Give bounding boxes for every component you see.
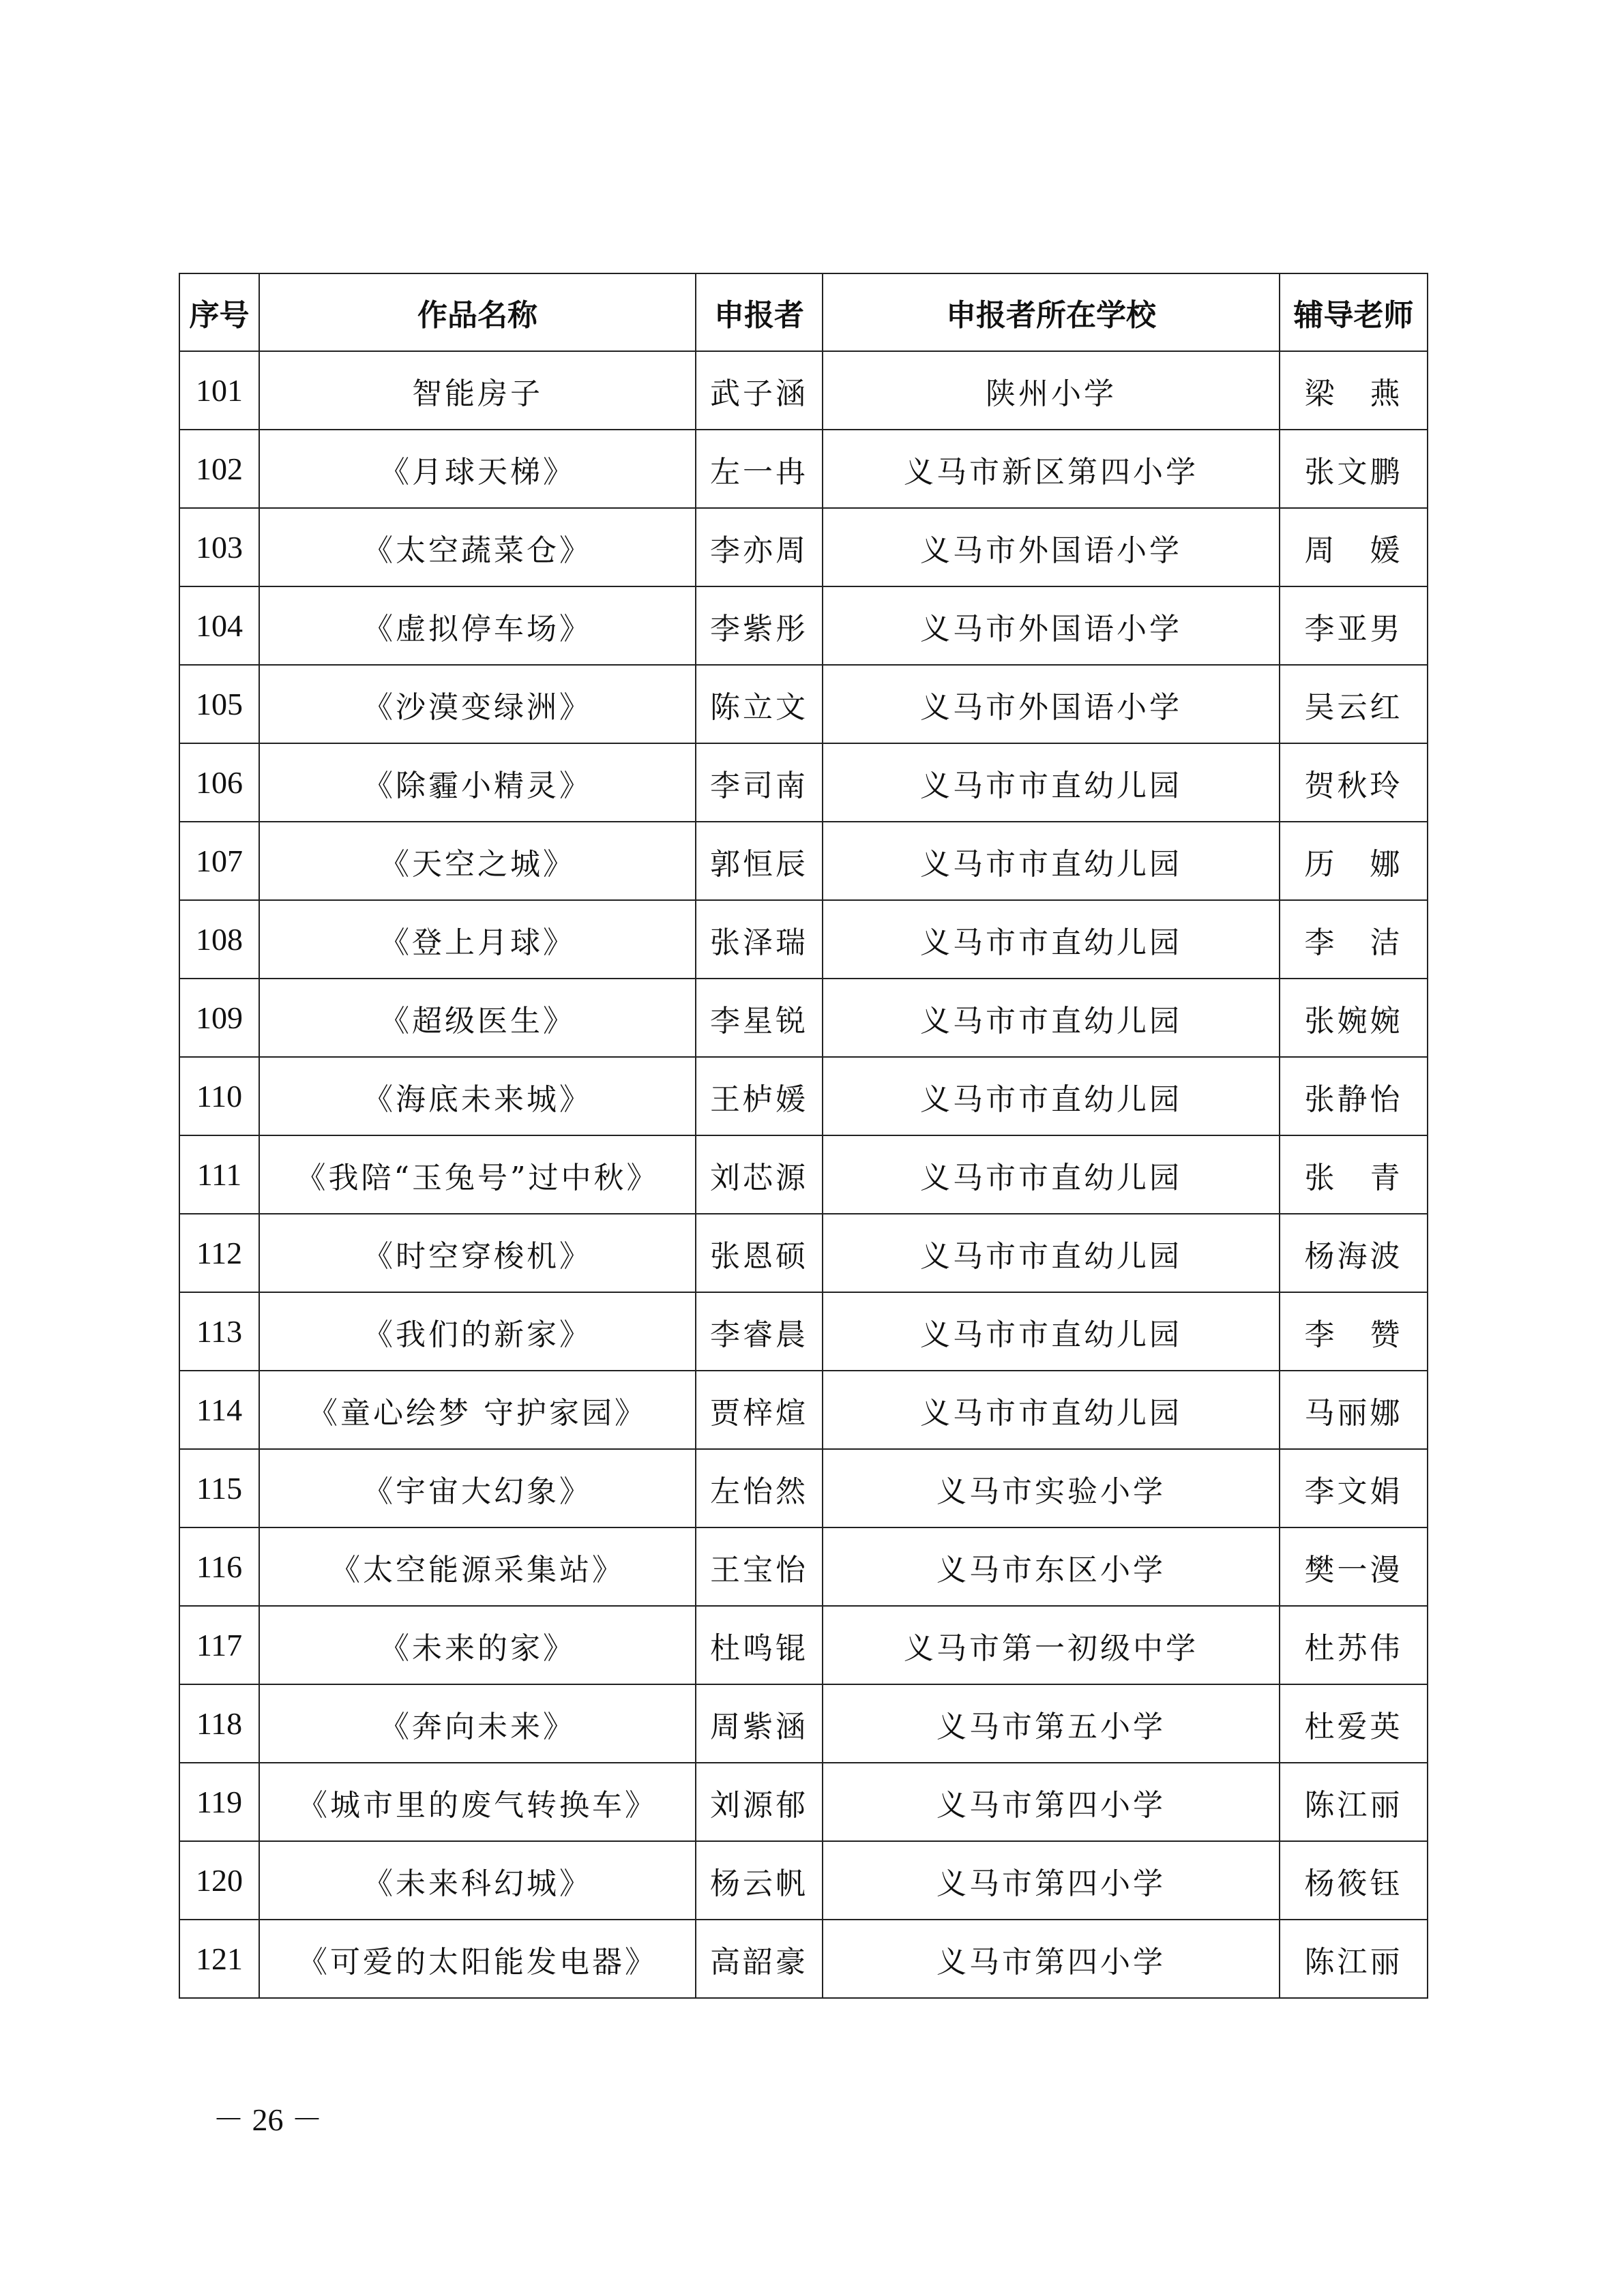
cell-work-title: 《城市里的废气转换车》 xyxy=(259,1763,696,1841)
table-row xyxy=(179,822,1428,900)
table-row xyxy=(179,586,1428,665)
page-number: － 26 － xyxy=(213,2102,323,2137)
cell-advisor: 杨筱钰 xyxy=(1280,1841,1428,1920)
cell-serial-number: 118 xyxy=(179,1684,259,1763)
cell-work-title: 《时空穿梭机》 xyxy=(259,1214,696,1292)
cell-work-title: 《未来科幻城》 xyxy=(259,1841,696,1920)
table-row xyxy=(179,351,1428,430)
cell-work-title: 《太空能源采集站》 xyxy=(259,1527,696,1606)
cell-applicant: 高韶豪 xyxy=(696,1920,823,1998)
cell-advisor: 李 赞 xyxy=(1280,1292,1428,1371)
cell-school: 义马市第四小学 xyxy=(823,1763,1280,1841)
cell-applicant: 刘源郁 xyxy=(696,1763,823,1841)
cell-serial-number: 109 xyxy=(179,979,259,1057)
cell-school: 义马市外国语小学 xyxy=(823,665,1280,743)
cell-work-title: 《可爱的太阳能发电器》 xyxy=(259,1920,696,1998)
header-applicant: 申报者 xyxy=(696,273,823,351)
cell-serial-number: 121 xyxy=(179,1920,259,1998)
cell-work-title: 《我陪“玉兔号”过中秋》 xyxy=(259,1135,696,1214)
table-row xyxy=(179,1371,1428,1449)
cell-applicant: 杜鸣锟 xyxy=(696,1606,823,1684)
table-row xyxy=(179,1214,1428,1292)
cell-school: 义马市新区第四小学 xyxy=(823,430,1280,508)
cell-school: 义马市第五小学 xyxy=(823,1684,1280,1763)
cell-applicant: 左一冉 xyxy=(696,430,823,508)
cell-advisor: 樊一漫 xyxy=(1280,1527,1428,1606)
cell-serial-number: 120 xyxy=(179,1841,259,1920)
cell-serial-number: 101 xyxy=(179,351,259,430)
cell-advisor: 梁 燕 xyxy=(1280,351,1428,430)
table-header-row xyxy=(179,273,1428,351)
cell-applicant: 李紫彤 xyxy=(696,586,823,665)
cell-advisor: 周 媛 xyxy=(1280,508,1428,586)
cell-school: 义马市市直幼儿园 xyxy=(823,1057,1280,1135)
cell-school: 义马市市直幼儿园 xyxy=(823,1292,1280,1371)
cell-work-title: 《童心绘梦 守护家园》 xyxy=(259,1371,696,1449)
cell-advisor: 杨海波 xyxy=(1280,1214,1428,1292)
cell-advisor: 张文鹏 xyxy=(1280,430,1428,508)
cell-applicant: 李睿晨 xyxy=(696,1292,823,1371)
cell-applicant: 张泽瑞 xyxy=(696,900,823,979)
cell-serial-number: 108 xyxy=(179,900,259,979)
cell-school: 陕州小学 xyxy=(823,351,1280,430)
cell-serial-number: 110 xyxy=(179,1057,259,1135)
cell-school: 义马市外国语小学 xyxy=(823,586,1280,665)
table-row xyxy=(179,665,1428,743)
cell-applicant: 陈立文 xyxy=(696,665,823,743)
cell-school: 义马市东区小学 xyxy=(823,1527,1280,1606)
header-advisor: 辅导老师 xyxy=(1280,273,1428,351)
cell-advisor: 张 青 xyxy=(1280,1135,1428,1214)
cell-advisor: 马丽娜 xyxy=(1280,1371,1428,1449)
cell-work-title: 《我们的新家》 xyxy=(259,1292,696,1371)
cell-applicant: 左怡然 xyxy=(696,1449,823,1527)
cell-applicant: 李星锐 xyxy=(696,979,823,1057)
table-row xyxy=(179,1606,1428,1684)
cell-applicant: 李亦周 xyxy=(696,508,823,586)
table-row xyxy=(179,979,1428,1057)
cell-serial-number: 106 xyxy=(179,743,259,822)
cell-serial-number: 117 xyxy=(179,1606,259,1684)
table-row xyxy=(179,900,1428,979)
table-row xyxy=(179,1920,1428,1998)
cell-applicant: 贾梓煊 xyxy=(696,1371,823,1449)
cell-work-title: 《月球天梯》 xyxy=(259,430,696,508)
cell-applicant: 郭恒辰 xyxy=(696,822,823,900)
cell-advisor: 杜苏伟 xyxy=(1280,1606,1428,1684)
table-row xyxy=(179,1763,1428,1841)
cell-work-title: 《未来的家》 xyxy=(259,1606,696,1684)
cell-serial-number: 116 xyxy=(179,1527,259,1606)
cell-school: 义马市市直幼儿园 xyxy=(823,743,1280,822)
cell-serial-number: 105 xyxy=(179,665,259,743)
cell-work-title: 《登上月球》 xyxy=(259,900,696,979)
table-row xyxy=(179,1841,1428,1920)
cell-advisor: 张婉婉 xyxy=(1280,979,1428,1057)
award-list-table xyxy=(179,273,1428,1999)
table-row xyxy=(179,430,1428,508)
cell-applicant: 武子涵 xyxy=(696,351,823,430)
cell-serial-number: 102 xyxy=(179,430,259,508)
cell-work-title: 《太空蔬菜仓》 xyxy=(259,508,696,586)
cell-advisor: 吴云红 xyxy=(1280,665,1428,743)
cell-applicant: 王栌媛 xyxy=(696,1057,823,1135)
cell-work-title: 《奔向未来》 xyxy=(259,1684,696,1763)
cell-serial-number: 107 xyxy=(179,822,259,900)
cell-applicant: 周紫涵 xyxy=(696,1684,823,1763)
cell-school: 义马市外国语小学 xyxy=(823,508,1280,586)
cell-applicant: 张恩硕 xyxy=(696,1214,823,1292)
cell-work-title: 《除霾小精灵》 xyxy=(259,743,696,822)
cell-school: 义马市第四小学 xyxy=(823,1841,1280,1920)
table-body xyxy=(179,351,1428,1998)
cell-work-title: 《超级医生》 xyxy=(259,979,696,1057)
header-work-title: 作品名称 xyxy=(259,273,696,351)
table-row xyxy=(179,1057,1428,1135)
cell-serial-number: 114 xyxy=(179,1371,259,1449)
header-school: 申报者所在学校 xyxy=(823,273,1280,351)
table-row xyxy=(179,1684,1428,1763)
table-row xyxy=(179,1527,1428,1606)
cell-school: 义马市市直幼儿园 xyxy=(823,822,1280,900)
cell-serial-number: 113 xyxy=(179,1292,259,1371)
cell-school: 义马市市直幼儿园 xyxy=(823,1371,1280,1449)
cell-work-title: 《沙漠变绿洲》 xyxy=(259,665,696,743)
cell-work-title: 《天空之城》 xyxy=(259,822,696,900)
cell-advisor: 陈江丽 xyxy=(1280,1763,1428,1841)
cell-advisor: 李文娟 xyxy=(1280,1449,1428,1527)
cell-advisor: 陈江丽 xyxy=(1280,1920,1428,1998)
cell-school: 义马市市直幼儿园 xyxy=(823,979,1280,1057)
table-row xyxy=(179,743,1428,822)
table-row xyxy=(179,1135,1428,1214)
cell-serial-number: 119 xyxy=(179,1763,259,1841)
table-row xyxy=(179,508,1428,586)
cell-work-title: 《虚拟停车场》 xyxy=(259,586,696,665)
cell-advisor: 张静怡 xyxy=(1280,1057,1428,1135)
cell-serial-number: 115 xyxy=(179,1449,259,1527)
cell-serial-number: 111 xyxy=(179,1135,259,1214)
cell-school: 义马市市直幼儿园 xyxy=(823,900,1280,979)
cell-serial-number: 104 xyxy=(179,586,259,665)
table-row xyxy=(179,1292,1428,1371)
cell-advisor: 李 洁 xyxy=(1280,900,1428,979)
cell-school: 义马市市直幼儿园 xyxy=(823,1135,1280,1214)
cell-advisor: 历 娜 xyxy=(1280,822,1428,900)
cell-applicant: 杨云帆 xyxy=(696,1841,823,1920)
cell-work-title: 智能房子 xyxy=(259,351,696,430)
cell-work-title: 《海底未来城》 xyxy=(259,1057,696,1135)
cell-serial-number: 103 xyxy=(179,508,259,586)
cell-serial-number: 112 xyxy=(179,1214,259,1292)
cell-school: 义马市第四小学 xyxy=(823,1920,1280,1998)
table-row xyxy=(179,1449,1428,1527)
cell-advisor: 李亚男 xyxy=(1280,586,1428,665)
cell-school: 义马市市直幼儿园 xyxy=(823,1214,1280,1292)
cell-advisor: 贺秋玲 xyxy=(1280,743,1428,822)
cell-school: 义马市实验小学 xyxy=(823,1449,1280,1527)
cell-applicant: 刘芯源 xyxy=(696,1135,823,1214)
cell-school: 义马市第一初级中学 xyxy=(823,1606,1280,1684)
cell-work-title: 《宇宙大幻象》 xyxy=(259,1449,696,1527)
cell-advisor: 杜爱英 xyxy=(1280,1684,1428,1763)
header-serial-number: 序号 xyxy=(179,273,259,351)
cell-applicant: 李司南 xyxy=(696,743,823,822)
cell-applicant: 王宝怡 xyxy=(696,1527,823,1606)
